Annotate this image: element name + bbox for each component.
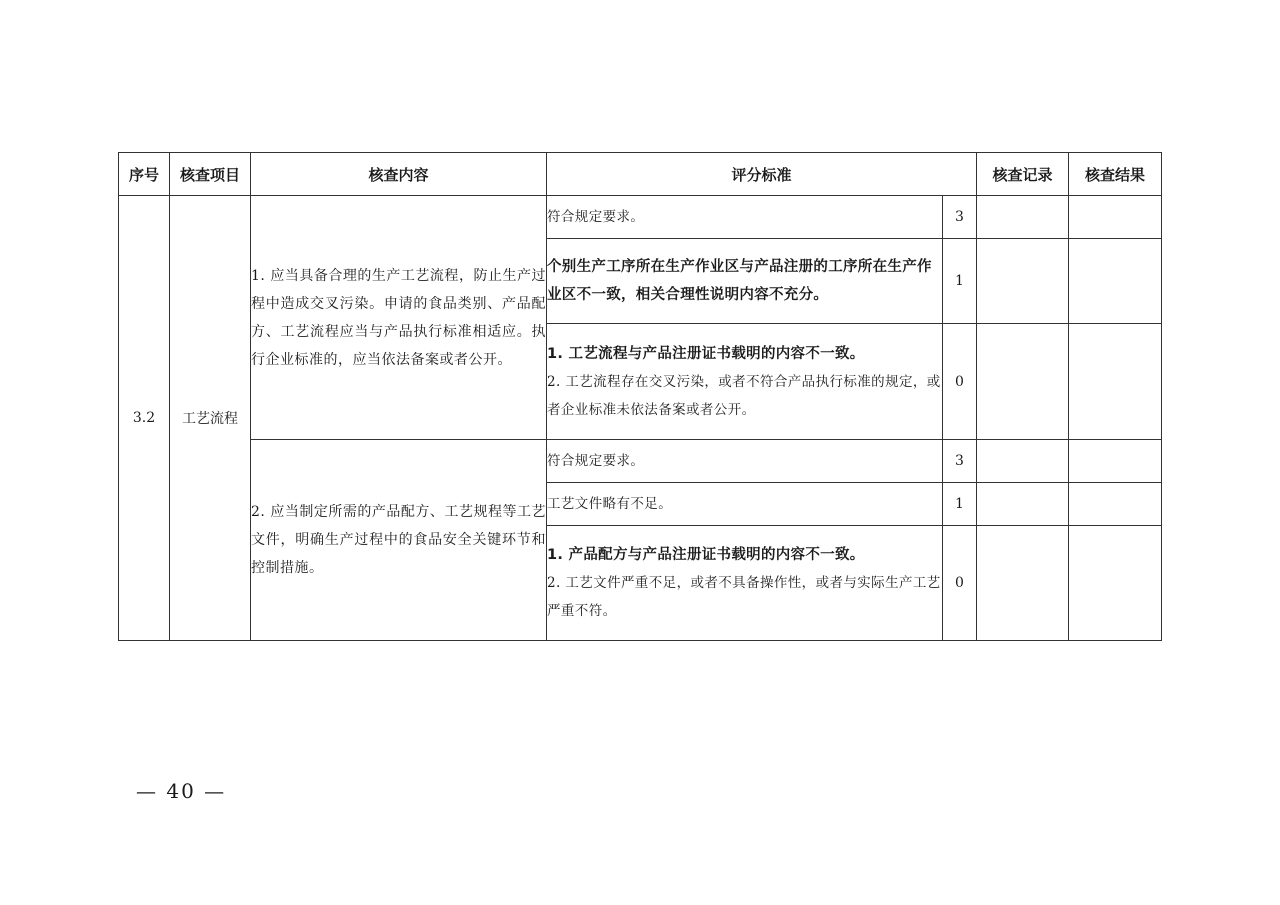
header-item: 核查项目 bbox=[170, 153, 251, 196]
header-record: 核查记录 bbox=[977, 153, 1069, 196]
inspection-table bbox=[118, 152, 1162, 641]
header-result: 核查结果 bbox=[1069, 153, 1162, 196]
criteria-text bbox=[547, 483, 943, 526]
record-cell bbox=[977, 239, 1069, 324]
header-criteria: 评分标准 bbox=[547, 153, 977, 196]
page-number: — 40 — bbox=[136, 779, 227, 803]
criteria-line: 2. 工艺文件严重不足，或者不具备操作性，或者与实际生产工艺严重不符。 bbox=[547, 575, 941, 619]
record-cell bbox=[977, 324, 1069, 440]
result-cell bbox=[1069, 483, 1162, 526]
criteria-line: 符合规定要求。 bbox=[547, 209, 645, 225]
result-cell bbox=[1069, 239, 1162, 324]
result-cell bbox=[1069, 440, 1162, 483]
criteria-line: 个别生产工序所在生产作业区与产品注册的工序所在生产作业区不一致，相关合理性说明内容不充分。 bbox=[547, 259, 932, 303]
criteria-text bbox=[547, 440, 943, 483]
criteria-text bbox=[547, 526, 943, 641]
check-content-2: 2. 应当制定所需的产品配方、工艺规程等工艺文件，明确生产过程中的食品安全关键环节和控制措施。 bbox=[251, 440, 547, 641]
score-cell: 1 bbox=[943, 483, 977, 526]
inspection-sheet bbox=[118, 152, 1161, 641]
section-item: 工艺流程 bbox=[170, 196, 251, 641]
criteria-line: 工艺文件略有不足。 bbox=[547, 496, 673, 512]
record-cell bbox=[977, 196, 1069, 239]
criteria-line: 1. 工艺流程与产品注册证书载明的内容不一致。 bbox=[547, 345, 865, 362]
record-cell bbox=[977, 483, 1069, 526]
score-cell: 1 bbox=[943, 239, 977, 324]
score-cell: 0 bbox=[943, 526, 977, 641]
header-no: 序号 bbox=[119, 153, 170, 196]
criteria-line: 2. 工艺流程存在交叉污染，或者不符合产品执行标准的规定，或者企业标准未依法备案或者公开。 bbox=[547, 373, 941, 418]
result-cell bbox=[1069, 196, 1162, 239]
header-content: 核查内容 bbox=[251, 153, 547, 196]
result-cell bbox=[1069, 324, 1162, 440]
score-cell: 3 bbox=[943, 196, 977, 239]
score-cell: 3 bbox=[943, 440, 977, 483]
record-cell bbox=[977, 526, 1069, 641]
table-header-row bbox=[119, 153, 1162, 196]
section-number: 3.2 bbox=[119, 196, 170, 641]
criteria-line: 1. 产品配方与产品注册证书载明的内容不一致。 bbox=[547, 547, 865, 563]
criteria-text bbox=[547, 196, 943, 239]
record-cell bbox=[977, 440, 1069, 483]
criteria-line: 符合规定要求。 bbox=[547, 453, 645, 469]
score-cell: 0 bbox=[943, 324, 977, 440]
table-row bbox=[119, 196, 1162, 239]
result-cell bbox=[1069, 526, 1162, 641]
check-content-1: 1. 应当具备合理的生产工艺流程，防止生产过程中造成交叉污染。申请的食品类别、产品配方、工艺流程应当与产品执行标准相适应。执行企业标准的，应当依法备案或者公开。 bbox=[251, 196, 547, 440]
table-row bbox=[119, 440, 1162, 483]
criteria-text bbox=[547, 324, 943, 440]
criteria-text bbox=[547, 239, 943, 324]
